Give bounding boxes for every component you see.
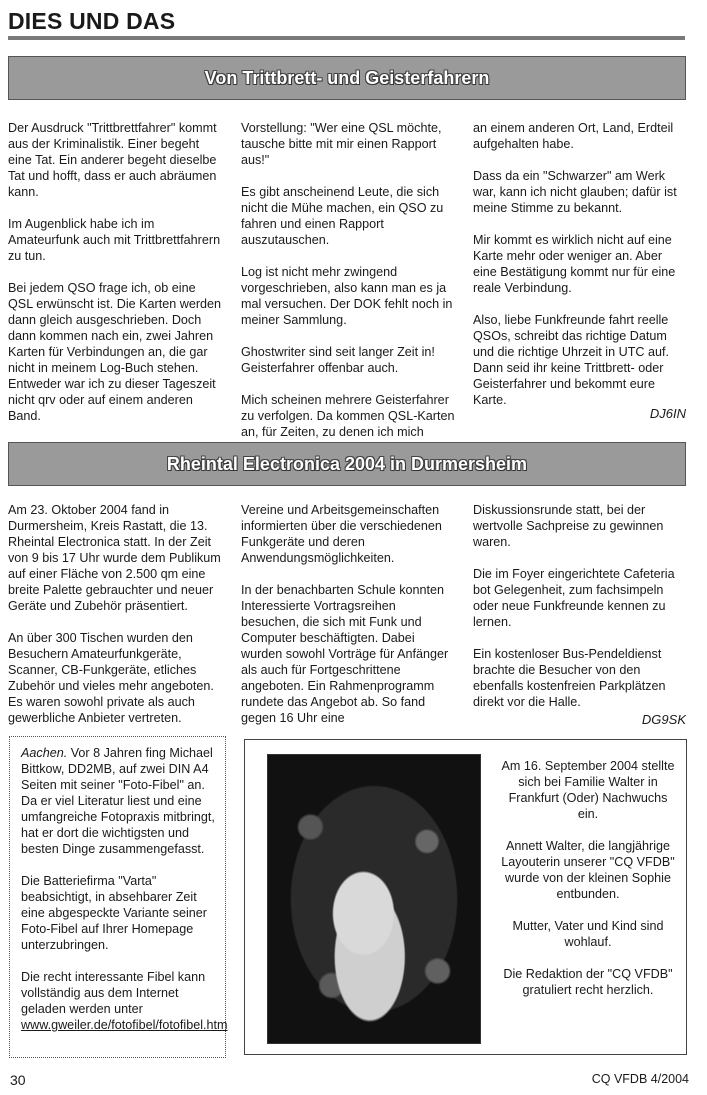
fotofibel-link[interactable]: www.gweiler.de/fotofibel/fotofibel.htm — [21, 1018, 228, 1032]
article-title: Rheintal Electronica 2004 in Durmersheim — [166, 453, 528, 474]
paragraph: Bei jedem QSO frage ich, ob eine QSL erwünscht ist. Die Karten werden dann gleich ausgeschrieben. Doch dann kommen nach ein, zwei Jahren Karten für Verbindungen an, die gar nicht in meinem Log-Buch stehen. Entweder war ich zu dieser Tageszeit nicht qrv oder auf einem anderen Band. — [8, 281, 222, 423]
paragraph: Also, liebe Funkfreunde fahrt reelle QSOs, schreibt das richtige Datum und die richtige Uhrzeit in UTC auf. Dann seid ihr keine Trittbrett- oder Geisterfahrer und bekommt eure Karte. — [473, 313, 669, 407]
article2-column-3 — [473, 502, 687, 726]
page-number: 30 — [10, 1072, 26, 1088]
paragraph: Am 23. Oktober 2004 fand in Durmersheim, Kreis Rastatt, die 13. Rheintal Electronica statt. In der Zeit von 9 bis 17 Uhr wurde dem Publikum auf einer Fläche von 2.500 qm eine breite Palette gebrauchter und neuer Geräte und Zubehör präsentiert. — [8, 503, 221, 613]
paragraph: an einem anderen Ort, Land, Erdteil aufgehalten habe. — [473, 121, 674, 151]
paragraph: Diskussionsrunde statt, bei der wertvolle Sachpreise zu gewinnen waren. — [473, 503, 664, 549]
paragraph: An über 300 Tischen wurden den Besuchern Amateurfunkgeräte, Scanner, CB-Funkgeräte, etliches Zubehör und vieles mehr angeboten. Es waren sowohl private als auch gewerbliche Anbieter vertreten. — [8, 631, 214, 725]
article1-column-3 — [473, 120, 687, 424]
article2-column-2 — [241, 502, 455, 742]
paragraph: Am 16. September 2004 stellte sich bei Familie Walter in Frankfurt (Oder) Nachwuchs ein. — [501, 759, 675, 821]
baby-photo — [267, 754, 481, 1044]
paragraph: Log ist nicht mehr zwingend vorgeschrieben, also kann man es ja mal versuchen. Der DOK fehlt noch in meiner Sammlung. — [241, 265, 453, 327]
article1-column-2 — [241, 120, 455, 456]
title-rule — [8, 36, 685, 40]
article2-signature: DG9SK — [641, 712, 686, 727]
article1-signature: DJ6IN — [649, 406, 686, 421]
paragraph: Vorstellung: "Wer eine QSL möchte, tausche bitte mit mir einen Rapport aus!" — [241, 121, 442, 167]
paragraph: Vereine und Arbeitsgemeinschaften informierten über die verschiedenen Funkgeräte und deren Anwendungsmöglichkeiten. — [241, 503, 442, 565]
paragraph: Die Batteriefirma "Varta" beabsichtigt, in absehbarer Zeit eine abgespeckte Variante seiner Foto-Fibel auf Ihrer Homepage unterzubringen. — [21, 874, 207, 952]
paragraph: Im Augenblick habe ich im Amateurfunk auch mit Trittbrettfahrern zu tun. — [8, 217, 221, 263]
article-banner-geisterfahrer — [8, 56, 686, 100]
paragraph: Der Ausdruck "Trittbrettfahrer" kommt aus der Kriminalistik. Einer begeht eine Tat. Ein anderer begeht dieselbe Tat und hofft, dass er auch abräumen kann. — [8, 121, 217, 199]
paragraph: Die recht interessante Fibel kann vollständig aus dem Internet geladen werden unter www.gweiler.de/fotofibel/fotofibel.htm — [21, 970, 228, 1032]
paragraph: Dass da ein "Schwarzer" am Werk war, kann ich nicht glauben; dafür ist meine Stimme zu bekannt. — [473, 169, 677, 215]
paragraph: Die Redaktion der "CQ VFDB" gratuliert recht herzlich. — [503, 967, 673, 997]
article-title: Von Trittbrett- und Geisterfahrern — [204, 67, 490, 88]
paragraph: Aachen. Vor 8 Jahren fing Michael Bittkow, DD2MB, auf zwei DIN A4 Seiten mit seiner "Foto-Fibel" an. Da er viel Literatur liest und eine umfangreiche Fotopraxis mitbringt, hat er dort die wichtigsten und besten Dinge zusammengefasst. — [21, 746, 215, 856]
paragraph: Mutter, Vater und Kind sind wohlauf. — [512, 919, 664, 949]
paragraph: Es gibt anscheinend Leute, die sich nicht die Mühe machen, ein QSO zu fahren und einen Rapport auszutauschen. — [241, 185, 444, 247]
paragraph: Mir kommt es wirklich nicht auf eine Karte mehr oder weniger an. Aber eine Bestätigung kommt nur für eine reale Verbindung. — [473, 233, 676, 295]
birth-caption — [497, 758, 679, 1014]
aachen-city: Aachen. — [21, 746, 68, 760]
paragraph: Ghostwriter sind seit langer Zeit in! Geisterfahrer offenbar auch. — [241, 345, 435, 375]
article2-column-1 — [8, 502, 222, 742]
birth-announcement-box — [244, 739, 687, 1055]
article-banner-rheintal — [8, 442, 686, 486]
section-title: DIES UND DAS — [8, 8, 176, 34]
aachen-notice-box — [9, 736, 226, 1058]
paragraph: Die im Foyer eingerichtete Cafeteria bot Gelegenheit, zum fachsimpeln oder neue Funkfreunde kennen zu lernen. — [473, 567, 675, 629]
paragraph: Mich scheinen mehrere Geisterfahrer zu verfolgen. Da kommen QSL-Karten an, für Zeiten, zu denen ich mich — [241, 393, 455, 439]
paragraph: Ein kostenloser Bus-Pendeldienst brachte die Besucher von den ebenfalls kostenfreien Parkplätzen direkt vor die Halle. — [473, 647, 666, 709]
article1-column-1 — [8, 120, 222, 472]
paragraph: Annett Walter, die langjährige Layouterin unserer "CQ VFDB" wurde von der kleinen Sophie entbunden. — [501, 839, 675, 901]
issue-label: CQ VFDB 4/2004 — [591, 1072, 689, 1086]
paragraph: In der benachbarten Schule konnten Interessierte Vortragsreihen besuchen, die sich mit Funk und Computer beschäftigten. Dabei wurden sowohl Vorträge für Anfänger als auch für Fortgeschrittene angeboten. Ein Rahmenprogramm rundete das Angebot ab. So fand gegen 16 Uhr eine — [241, 583, 449, 725]
